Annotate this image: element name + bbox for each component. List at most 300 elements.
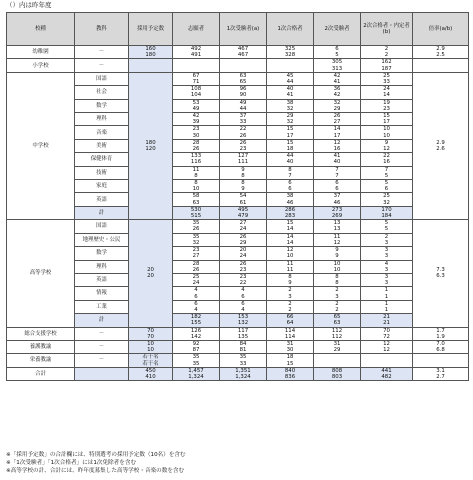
previous-value: 24 (192, 280, 200, 287)
value-cell (173, 193, 220, 206)
current-value: 15 (286, 139, 294, 146)
previous-value: 180 (145, 52, 156, 59)
value-cell (220, 126, 267, 139)
header-subject: 教科 (75, 13, 129, 46)
previous-value: 9 (335, 253, 339, 260)
value-cell (220, 99, 267, 112)
current-value: 12 (286, 247, 294, 254)
value-cell (267, 314, 314, 327)
header-planned: 採用予定数 (129, 13, 173, 46)
table-row (7, 113, 469, 126)
value-cell (361, 314, 413, 327)
previous-value: 482 (381, 373, 392, 380)
current-value: 1 (384, 287, 389, 294)
previous-value: 135 (237, 333, 249, 340)
previous-value: 32 (286, 105, 294, 112)
value-cell (267, 113, 314, 126)
previous-value: 64 (286, 320, 294, 327)
value-cell (267, 287, 314, 300)
previous-value: 24 (239, 226, 247, 233)
table-header (7, 13, 469, 46)
current-value: 11 (192, 166, 200, 173)
value-cell (220, 139, 267, 152)
value-cell (361, 327, 413, 340)
value-cell (314, 340, 361, 353)
current-value: 450 (145, 367, 156, 374)
current-value: 25 (192, 273, 200, 280)
previous-value: 20 (147, 273, 154, 280)
current-value: 12 (383, 340, 390, 347)
current-value: 37 (333, 193, 341, 200)
previous-value: 7 (288, 172, 292, 179)
current-value: 127 (237, 153, 249, 160)
subject-cell: 数学 (75, 247, 129, 260)
subject-cell: 国語 (75, 220, 129, 233)
previous-value: 14 (286, 239, 294, 246)
value-cell (314, 273, 361, 286)
table-row (7, 340, 469, 353)
previous-value: 39 (192, 119, 200, 126)
note-1: ※「採用予定数」の合計欄には、特別選考の採用予定数（10名）を含む (6, 452, 186, 458)
value-cell (267, 367, 314, 380)
current-value: 9 (241, 166, 245, 173)
value-cell (220, 247, 267, 260)
previous-value: 2 (384, 52, 389, 59)
value-cell (173, 287, 220, 300)
current-value: 35 (192, 233, 200, 240)
previous-value: 22 (239, 280, 247, 287)
value-cell (220, 273, 267, 286)
previous-value: 9 (288, 280, 292, 287)
current-value: 54 (239, 193, 247, 200)
value-cell (267, 327, 314, 340)
current-value: 49 (239, 99, 247, 106)
current-value: 26 (333, 113, 341, 120)
current-value: 8 (288, 166, 292, 173)
header-ratio: 倍率(a/b) (413, 13, 469, 46)
previous-value: 14 (383, 92, 390, 99)
previous-value: 1.9 (436, 333, 445, 340)
value-cell (173, 206, 220, 219)
value-cell (173, 220, 220, 233)
value-cell (220, 113, 267, 126)
previous-value: 16 (333, 146, 341, 153)
current-value: 153 (237, 314, 249, 321)
current-value: 96 (239, 86, 247, 93)
value-cell (173, 247, 220, 260)
previous-value: 26 (192, 266, 200, 273)
school-type-cell: 高等学校 (7, 220, 75, 327)
value-cell (173, 340, 220, 353)
value-cell (220, 340, 267, 353)
current-value: 273 (331, 206, 343, 213)
current-value: 10 (333, 260, 341, 267)
previous-value: 10 (192, 186, 200, 193)
subject-cell: 美術 (75, 139, 129, 152)
previous-value: 9 (241, 186, 245, 193)
previous-value: 4 (241, 306, 245, 313)
current-value: 126 (190, 327, 202, 334)
current-value: 162 (381, 59, 392, 66)
current-value: 11 (286, 260, 294, 267)
table-row (7, 193, 469, 206)
current-value: 53 (192, 99, 200, 106)
header-exam1: 1次受験者(a) (220, 13, 267, 46)
previous-value: 3 (384, 239, 389, 246)
previous-value: 12 (383, 146, 390, 153)
previous-value: 46 (286, 199, 294, 206)
previous-value: 27 (333, 119, 341, 126)
value-cell (361, 354, 413, 367)
previous-value: 41 (333, 79, 341, 86)
value-cell (220, 72, 267, 85)
previous-value: 23 (239, 266, 247, 273)
current-value: 441 (381, 367, 392, 374)
value-cell (361, 206, 413, 219)
value-cell (314, 287, 361, 300)
planned-cell (129, 72, 173, 219)
value-cell (267, 86, 314, 99)
previous-value: 33 (239, 119, 247, 126)
value-cell (267, 153, 314, 166)
previous-value: 467 (237, 52, 249, 59)
value-cell (314, 86, 361, 99)
value-cell (314, 72, 361, 85)
current-value: 31 (333, 340, 341, 347)
current-value: 32 (333, 99, 341, 106)
current-value: 14 (333, 126, 341, 133)
previous-value: 142 (190, 333, 202, 340)
value-cell (220, 300, 267, 313)
value-cell (220, 206, 267, 219)
previous-value: 21 (383, 320, 390, 327)
previous-value: 87 (192, 347, 200, 354)
value-cell (361, 86, 413, 99)
previous-value: 6 (194, 293, 198, 300)
previous-value: 72 (383, 333, 390, 340)
current-value: 8 (288, 273, 292, 280)
subject-cell: － (75, 46, 129, 59)
current-value: 22 (239, 126, 247, 133)
current-value: 14 (286, 233, 294, 240)
current-value: 26 (239, 233, 247, 240)
current-value: 35 (192, 220, 200, 227)
previous-value: 13 (333, 226, 341, 233)
previous-value: 114 (284, 333, 296, 340)
value-cell (314, 126, 361, 139)
current-value: 15 (383, 113, 390, 120)
current-value: 6 (335, 46, 339, 52)
header-pass1: 1次合格者 (267, 13, 314, 46)
previous-value: 12 (383, 347, 390, 354)
value-cell (314, 139, 361, 152)
current-value: 2 (288, 287, 292, 294)
planned-cell (129, 59, 173, 72)
value-cell (314, 153, 361, 166)
previous-value: 7 (335, 172, 339, 179)
table-row (7, 139, 469, 152)
subject-cell: 技術 (75, 166, 129, 179)
subject-cell: 家庭 (75, 180, 129, 193)
current-value: 8 (335, 273, 339, 280)
table-row (7, 126, 469, 139)
current-value: 492 (190, 46, 202, 52)
current-value: 808 (331, 367, 343, 374)
previous-value: 5 (384, 172, 389, 179)
table-row (7, 72, 469, 85)
previous-value: 111 (237, 159, 249, 166)
value-cell (267, 126, 314, 139)
value-cell (220, 46, 267, 59)
previous-value: 32 (383, 199, 390, 206)
ratio-cell (413, 59, 469, 72)
current-value: 20 (239, 247, 247, 254)
table-row (7, 273, 469, 286)
current-value: 18 (286, 354, 294, 361)
previous-value: 35 (192, 360, 200, 367)
previous-value: 4 (194, 306, 198, 313)
value-cell (267, 206, 314, 219)
current-value: 63 (239, 72, 247, 79)
current-value: 45 (286, 72, 294, 79)
value-cell (267, 247, 314, 260)
school-type-cell: 幼稚園 (7, 46, 75, 59)
current-value: 7.0 (436, 340, 445, 347)
value-cell (173, 233, 220, 246)
header-applicants: 志願者 (173, 13, 220, 46)
table-row (7, 220, 469, 233)
current-value: 25 (383, 72, 390, 79)
previous-value: 116 (190, 159, 202, 166)
school-type-cell: 養護教諭 (7, 340, 75, 353)
current-value: 24 (383, 86, 390, 93)
value-cell (173, 367, 220, 380)
value-cell (267, 139, 314, 152)
current-value: 7 (384, 166, 389, 173)
value-cell (314, 193, 361, 206)
previous-value: 46 (333, 199, 341, 206)
previous-value: 49 (192, 105, 200, 112)
current-value: 41 (333, 153, 341, 160)
previous-value: 3 (335, 293, 339, 300)
value-cell (314, 354, 361, 367)
previous-value: 3 (384, 253, 389, 260)
current-value: 84 (239, 340, 247, 347)
value-cell (314, 180, 361, 193)
current-value: 840 (284, 367, 296, 374)
value-cell (267, 340, 314, 353)
planned-cell (129, 340, 173, 353)
subject-cell: － (75, 354, 129, 367)
previous-value: 30 (286, 347, 294, 354)
current-value: 67 (192, 72, 200, 79)
current-value: 6 (288, 180, 292, 187)
value-cell (267, 354, 314, 367)
value-cell (314, 314, 361, 327)
value-cell (173, 354, 220, 367)
table-row (7, 233, 469, 246)
previous-value: 32 (192, 239, 200, 246)
value-cell (314, 260, 361, 273)
previous-value: 61 (239, 199, 247, 206)
current-value: 180 (145, 139, 156, 146)
current-value: 12 (333, 139, 341, 146)
previous-value: 81 (239, 347, 247, 354)
previous-value: 23 (239, 146, 247, 153)
value-cell (361, 287, 413, 300)
value-cell (220, 233, 267, 246)
header-school-type: 校種 (7, 13, 75, 46)
ratio-cell (413, 72, 469, 219)
note-3: ※高等学校の計、合計には、昨年度募集した高等学校・音楽の数を含む (6, 468, 185, 474)
table-row (7, 287, 469, 300)
value-cell (220, 193, 267, 206)
value-cell (173, 126, 220, 139)
current-value: 1,457 (188, 367, 204, 374)
current-value: 27 (239, 220, 247, 227)
previous-value: 1,324 (235, 373, 251, 380)
current-value: 58 (192, 193, 200, 200)
school-type-cell: 合計 (7, 367, 75, 380)
current-value: 22 (383, 153, 390, 160)
header-pass2: 2次合格者・内定者(b) (361, 13, 413, 46)
current-value: 15 (286, 126, 294, 133)
value-cell (173, 59, 220, 72)
value-cell (361, 367, 413, 380)
current-value: 21 (383, 314, 390, 321)
value-cell (314, 327, 361, 340)
subject-cell: 理科 (75, 260, 129, 273)
previous-value: 26 (239, 132, 247, 139)
previous-value: 283 (284, 213, 296, 220)
table-row (7, 166, 469, 179)
subject-cell: 数学 (75, 99, 129, 112)
planned-cell (129, 327, 173, 340)
previous-value: 2.7 (436, 373, 445, 380)
value-cell (314, 300, 361, 313)
ratio-cell (413, 46, 469, 59)
previous-value: 40 (286, 159, 294, 166)
previous-value: 44 (239, 105, 247, 112)
previous-value: 41 (286, 92, 294, 99)
value-cell (220, 287, 267, 300)
current-value: 31 (286, 340, 294, 347)
table-body (7, 46, 469, 381)
value-cell (361, 126, 413, 139)
value-cell (173, 113, 220, 126)
current-value: 133 (190, 153, 202, 160)
value-cell (361, 220, 413, 233)
current-value: 9 (335, 247, 339, 254)
value-cell (361, 113, 413, 126)
current-value: 23 (239, 273, 247, 280)
table-row (7, 206, 469, 219)
current-value: 3 (384, 273, 389, 280)
previous-value: 2 (335, 306, 339, 313)
value-cell (267, 300, 314, 313)
table-row (7, 260, 469, 273)
current-value: 3 (384, 247, 389, 254)
value-cell (267, 233, 314, 246)
current-value: 70 (147, 327, 154, 334)
current-value: 6 (241, 300, 245, 307)
current-value: 若干名 (142, 354, 159, 361)
current-value: 70 (383, 327, 390, 334)
previous-value: 17 (286, 132, 294, 139)
current-value: 108 (190, 86, 202, 93)
subject-cell: 工業 (75, 300, 129, 313)
current-value: 10 (147, 340, 154, 347)
current-value: 25 (383, 193, 390, 200)
value-cell (173, 273, 220, 286)
value-cell (314, 59, 361, 72)
previous-value: 40 (333, 159, 341, 166)
current-value: 37 (239, 113, 247, 120)
previous-value: 15 (286, 360, 294, 367)
value-cell (173, 72, 220, 85)
current-value: 40 (286, 86, 294, 93)
current-value: 7.3 (436, 267, 445, 274)
school-type-cell: 中学校 (7, 72, 75, 219)
previous-value: 24 (239, 253, 247, 260)
current-value: 5 (384, 220, 389, 227)
current-value: 11 (333, 233, 341, 240)
previous-value: 29 (333, 105, 341, 112)
value-cell (361, 46, 413, 59)
previous-value: 491 (190, 52, 202, 59)
current-value: 42 (333, 72, 341, 79)
subject-cell: － (75, 59, 129, 72)
current-value: 112 (331, 327, 343, 334)
subject-cell (75, 367, 129, 380)
current-value: 42 (192, 113, 200, 120)
previous-value: 33 (239, 360, 247, 367)
current-value: 6 (335, 180, 339, 187)
current-value: 23 (192, 126, 200, 133)
current-value: 530 (190, 206, 202, 213)
table-row (7, 99, 469, 112)
current-value: 4 (194, 287, 198, 294)
current-value: 1,351 (235, 367, 251, 374)
note-2: ※「1次受験者」「1次合格者」には1次免除者を含む (6, 460, 137, 466)
value-cell (267, 72, 314, 85)
current-value: 36 (333, 86, 341, 93)
previous-value: 29 (239, 239, 247, 246)
ratio-cell (413, 327, 469, 340)
current-value: 19 (383, 99, 390, 106)
previous-value: 33 (383, 79, 390, 86)
value-cell (220, 260, 267, 273)
previous-value: 8 (241, 172, 245, 179)
current-value: 3.1 (436, 367, 445, 374)
previous-value: 1 (384, 306, 389, 313)
value-cell (267, 166, 314, 179)
current-value: 4 (241, 287, 245, 294)
subject-cell: 保健体育 (75, 153, 129, 166)
previous-value: 10 (333, 266, 341, 273)
value-cell (314, 367, 361, 380)
previous-value: 65 (239, 79, 247, 86)
value-cell (173, 180, 220, 193)
value-cell (267, 59, 314, 72)
value-cell (361, 300, 413, 313)
value-cell (361, 260, 413, 273)
subject-cell: 情報 (75, 287, 129, 300)
previous-value: 27 (192, 253, 200, 260)
current-value: 35 (239, 354, 247, 361)
table-row (7, 367, 469, 380)
value-cell (267, 273, 314, 286)
